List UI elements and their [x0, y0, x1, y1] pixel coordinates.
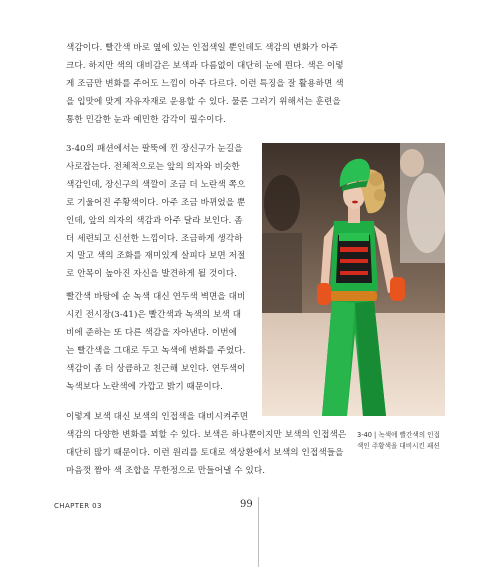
chapter-label: CHAPTER 03 [54, 502, 102, 510]
caption-line: 3-40 | 녹색에 빨간색의 인접 [357, 431, 440, 439]
text-line: 을 입맛에 맞게 자유자재로 운용할 수 있다. 물론 그러기 위해서는 훈련을 [66, 96, 341, 107]
text-line: 인데, 앞의 의자의 색감과 아주 달라 보인다. 좀 [66, 215, 243, 226]
text-line: 게 조금만 변화를 주어도 느낌이 아주 다르다. 이런 특징을 잘 활용하면 색 [66, 78, 344, 89]
text-line: 더 세련되고 신선한 느낌이다. 조금하게 생각하 [66, 233, 243, 244]
text-line: 대단히 많기 때문이다. 이런 원리를 토대로 색상환에서 보색의 인접색들을 [66, 447, 344, 458]
paragraph-3 [66, 289, 256, 396]
text-line: 사로잡는다. 전체적으로는 앞의 의자와 비슷한 [66, 161, 240, 172]
paragraph-1 [66, 40, 376, 130]
text-line: 로 기울어진 주황색이다. 아주 조금 바뀌었을 뿐 [66, 197, 246, 208]
text-line: 색감의 다양한 변화를 꾀할 수 있다. 보색은 하나뿐이지만 보색의 인접색은 [66, 429, 347, 440]
text-line: 색감인데, 장신구의 색깔이 조금 더 노란색 쪽으 [66, 179, 246, 190]
text-line: 빨간색 바탕에 순 녹색 대신 연두색 벽면을 대비 [66, 292, 246, 302]
text-line: 는 빨간색을 그대로 두고 녹색에 변화를 주었다. [66, 345, 246, 356]
text-line: 3-40의 패션에서는 팔뚝에 낀 장신구가 눈길을 [66, 144, 243, 154]
paragraph-2 [66, 141, 256, 284]
text-line: 이렇게 보색 대신 보색의 인접색을 대비시켜주면 [66, 412, 249, 422]
text-line: 비에 준하는 또 다른 색감을 자아낸다. 이번에 [66, 327, 238, 338]
footer-divider [258, 497, 259, 567]
page-number: 99 [240, 499, 253, 510]
fashion-runway-photo [262, 143, 445, 416]
text-line: 통한 민감한 눈과 예민한 감각이 필수이다. [66, 114, 226, 125]
text-line: 시킨 전시장(3-41)은 빨간색과 녹색의 보색 대 [66, 309, 242, 320]
paragraph-4 [66, 409, 376, 481]
text-line: 색감이다. 빨간색 바로 옆에 있는 인접색일 뿐인데도 색감의 변화가 아주 [66, 43, 338, 53]
text-line: 색감이 좀 더 상큼하고 친근해 보인다. 연두색이 [66, 363, 246, 374]
text-line: 마음껏 짬아 색 조합을 무한정으로 만들어낼 수 있다. [66, 465, 266, 476]
text-line: 녹색보다 노란색에 가깝고 밝기 때문이다. [66, 381, 223, 392]
text-line: 로 안목이 높아진 자신을 발견하게 될 것이다. [66, 269, 238, 280]
text-line: 크다. 하지만 색의 대비감은 보색과 다름없이 대단히 눈에 띈다. 색은 이렇 [66, 60, 344, 71]
figure-caption [357, 430, 457, 452]
caption-line: 색인 주황색을 대비시킨 패션 [357, 442, 440, 450]
text-line: 지 말고 색의 조화를 재미있게 살피다 보면 저절 [66, 251, 246, 262]
